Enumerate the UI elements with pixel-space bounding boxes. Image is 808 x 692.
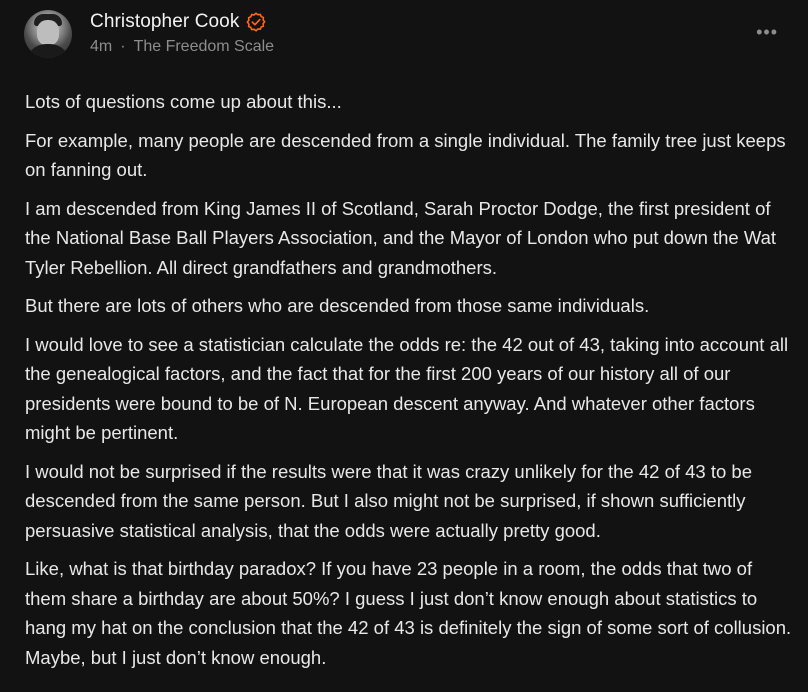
- avatar[interactable]: [24, 10, 72, 58]
- post-time: 4m: [90, 38, 113, 55]
- verified-badge-icon: [246, 12, 266, 32]
- post-paragraph: But there are lots of others who are descended from those same individuals.: [25, 295, 650, 316]
- post-paragraph: For example, many people are descended from a single individual. The family tree just keeps on fanning out.: [25, 129, 786, 180]
- author-name[interactable]: Christopher Cook: [90, 11, 240, 32]
- meta-separator: ·: [120, 38, 126, 55]
- publication-name[interactable]: The Freedom Scale: [133, 38, 275, 55]
- more-options-icon[interactable]: •••: [756, 22, 778, 42]
- post-paragraph: I am descended from King James II of Scotland, Sarah Proctor Dodge, the first president of the National Base Ball Players Association, and the Mayor of London who put down the Wat Tyler Rebellion. All direct grandfathers and grandmothers.: [25, 197, 777, 278]
- post-paragraph: Like, what is that birthday paradox? If you have 23 people in a room, the odds that two of them share a birthday are about 50%? I guess I just don’t know enough about statistics to hang my hat on the conclusion that the 42 of 43 is definitely the sign of some sort of collusion. Maybe, but I just don’t know enough.: [25, 558, 792, 668]
- post-meta: [90, 38, 274, 56]
- avatar-shoulders: [26, 44, 70, 58]
- post-paragraph: I would not be surprised if the results were that it was crazy unlikely for the 42 of 43 to be descended from the same person. But I also might not be surprised, if shown sufficiently persuasive statistical analysis, that the odds were actually pretty good.: [25, 460, 753, 541]
- post-body: [25, 87, 795, 681]
- post-header: [24, 10, 784, 60]
- avatar-face: [37, 20, 59, 46]
- post-paragraph: I would love to see a statistician calculate the odds re: the 42 out of 43, taking into account all the genealogical factors, and the fact that for the first 200 years of our history all of our presidents were bound to be of N. European descent anyway. And whatever other factors might be pertinent.: [25, 333, 789, 443]
- post-paragraph: Lots of questions come up about this...: [25, 91, 342, 112]
- author-row: [90, 10, 266, 34]
